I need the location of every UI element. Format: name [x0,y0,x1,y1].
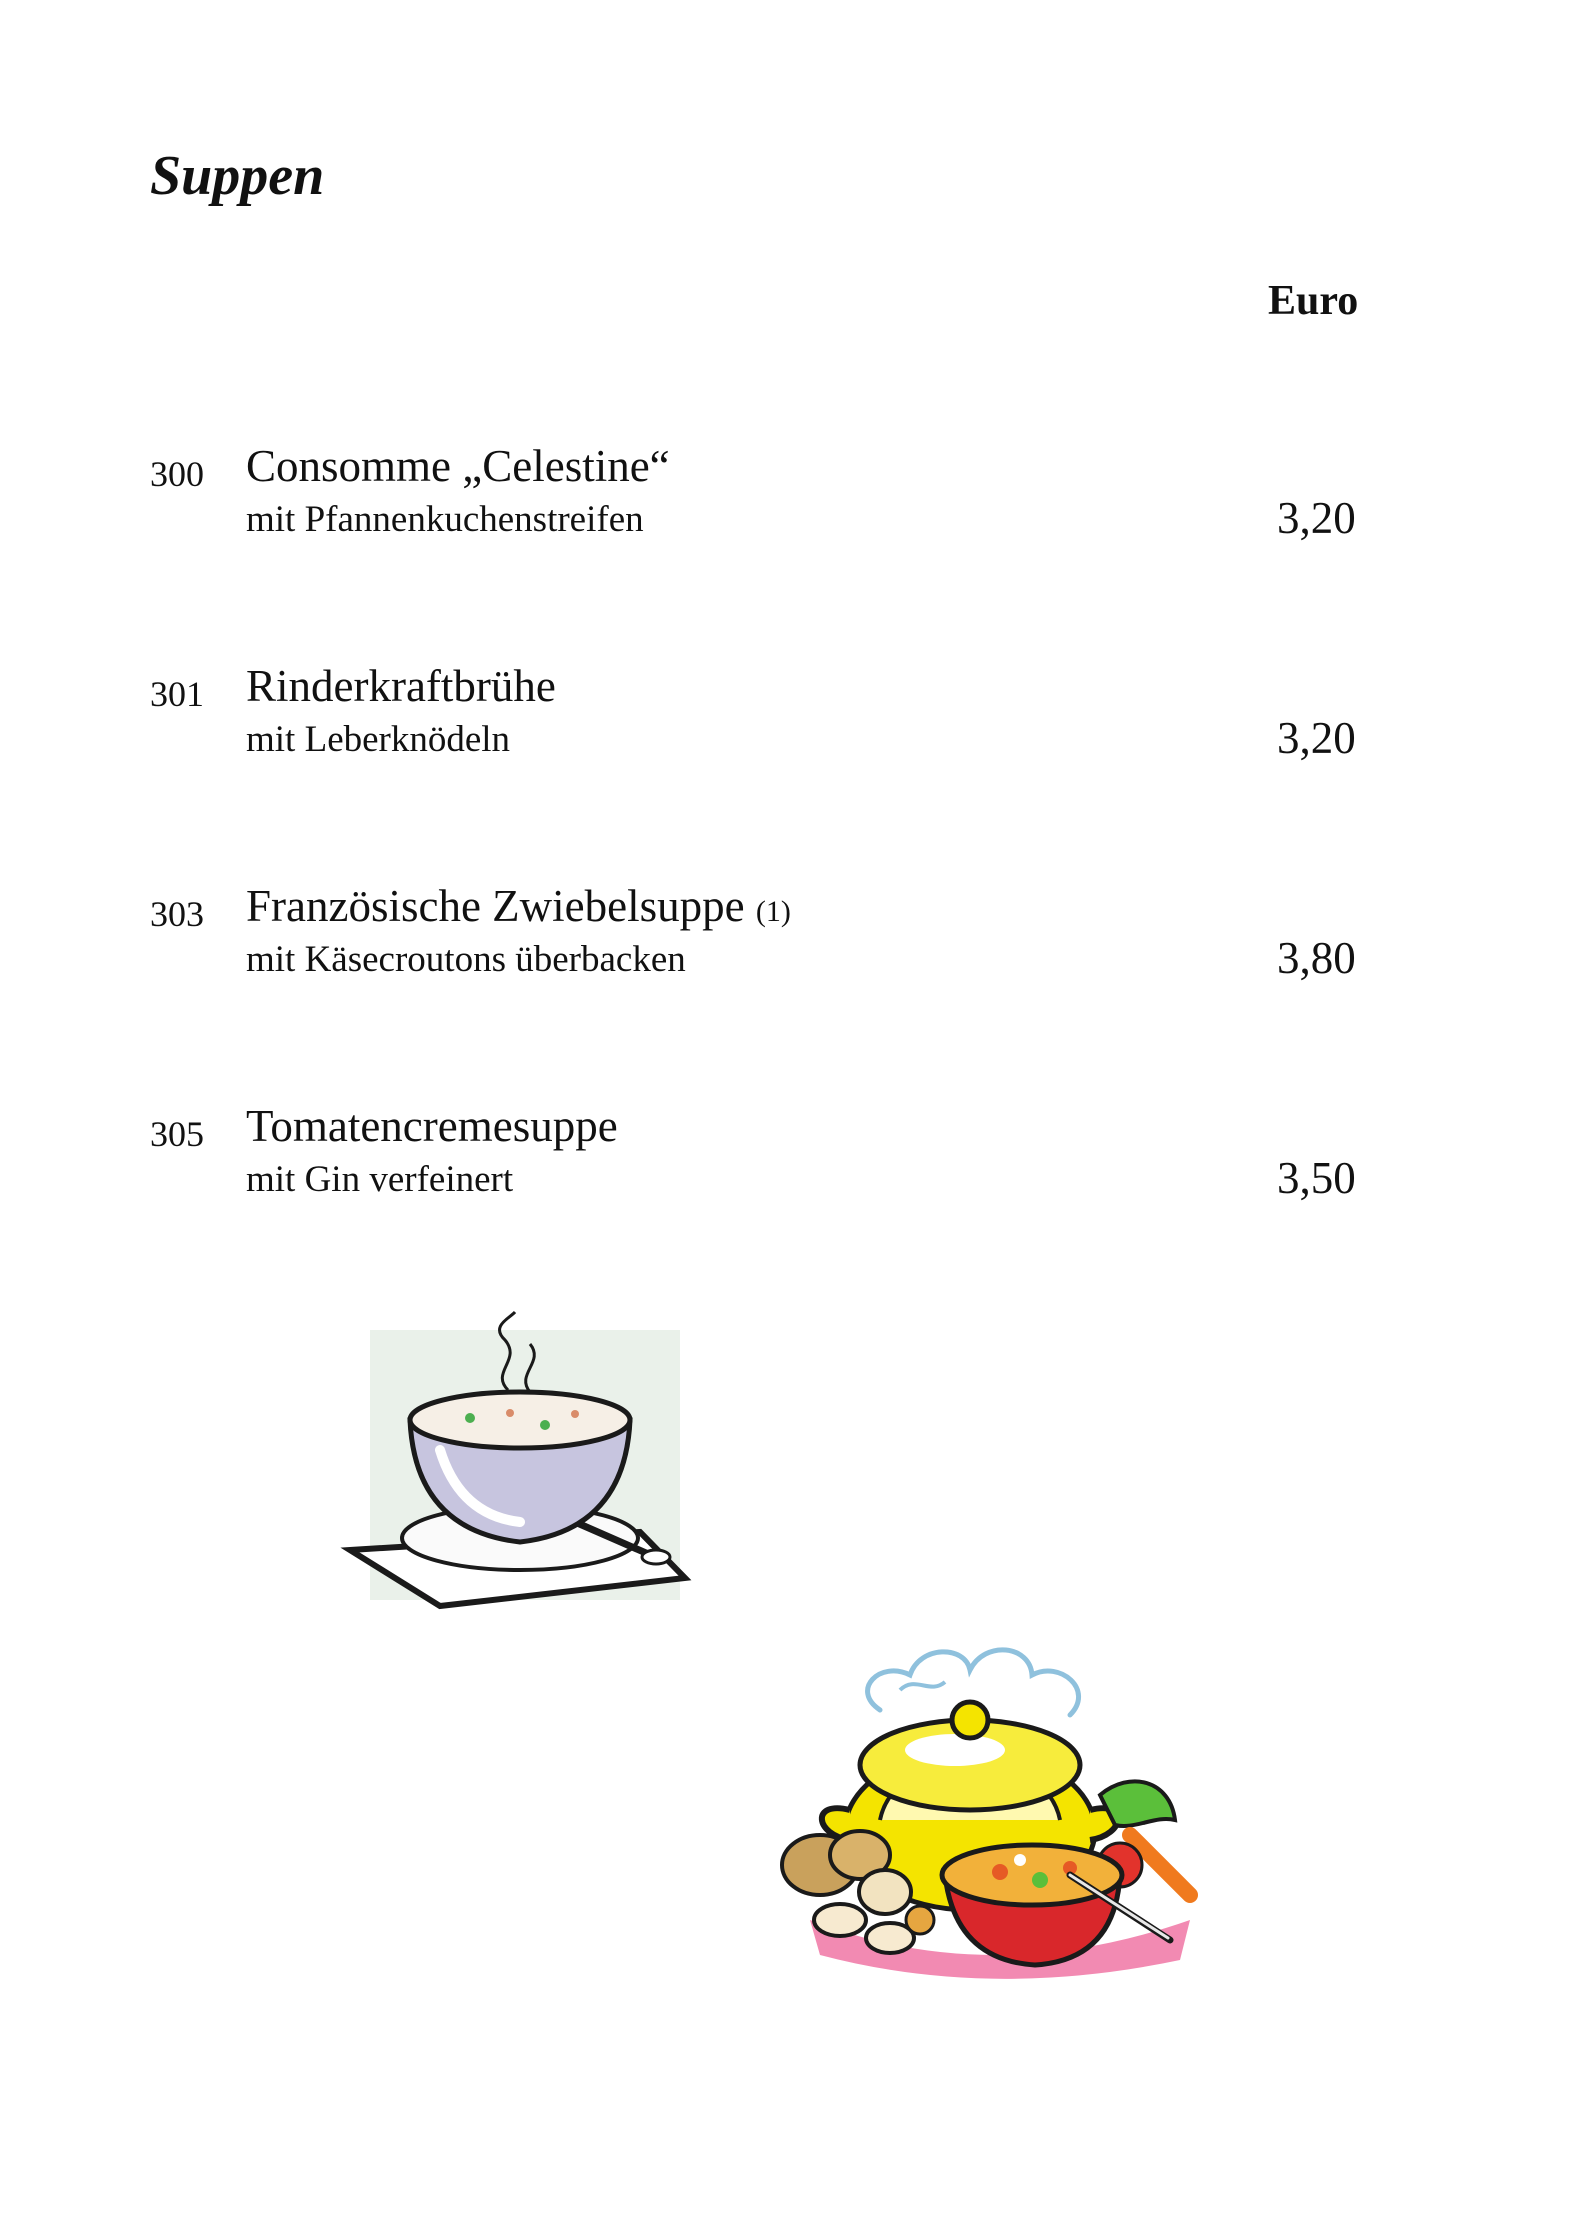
item-name [246,1102,618,1152]
menu-item [0,1102,1571,1222]
item-price: 3,80 [1277,933,1356,983]
item-price: 3,20 [1277,493,1356,543]
menu-item [0,882,1571,1002]
menu-item [0,442,1571,562]
item-number: 301 [150,674,204,714]
item-number: 300 [150,454,204,494]
soup-bowl-icon [340,1310,700,1620]
item-name-text: Rinderkraftbrühe [246,661,556,711]
item-number: 303 [150,894,204,934]
item-description: mit Leberknödeln [246,719,511,760]
menu-item [0,662,1571,782]
item-name-text: Französische Zwiebelsuppe [246,881,745,931]
item-name [246,442,670,492]
item-price: 3,20 [1277,713,1356,763]
item-description: mit Käsecroutons überbacken [246,939,686,980]
item-description: mit Pfannenkuchenstreifen [246,499,644,540]
item-name [246,662,556,712]
item-price: 3,50 [1277,1153,1356,1203]
allergen-note: (1) [755,895,791,928]
soup-tureen-icon [770,1620,1220,1990]
item-name-text: Consomme „Celestine“ [246,441,670,491]
page-title: Suppen [150,145,325,207]
currency-header: Euro [1268,278,1359,324]
item-name-text: Tomatencremesuppe [246,1101,618,1151]
item-number: 305 [150,1114,204,1154]
item-name [246,882,791,932]
item-description: mit Gin verfeinert [246,1159,514,1200]
